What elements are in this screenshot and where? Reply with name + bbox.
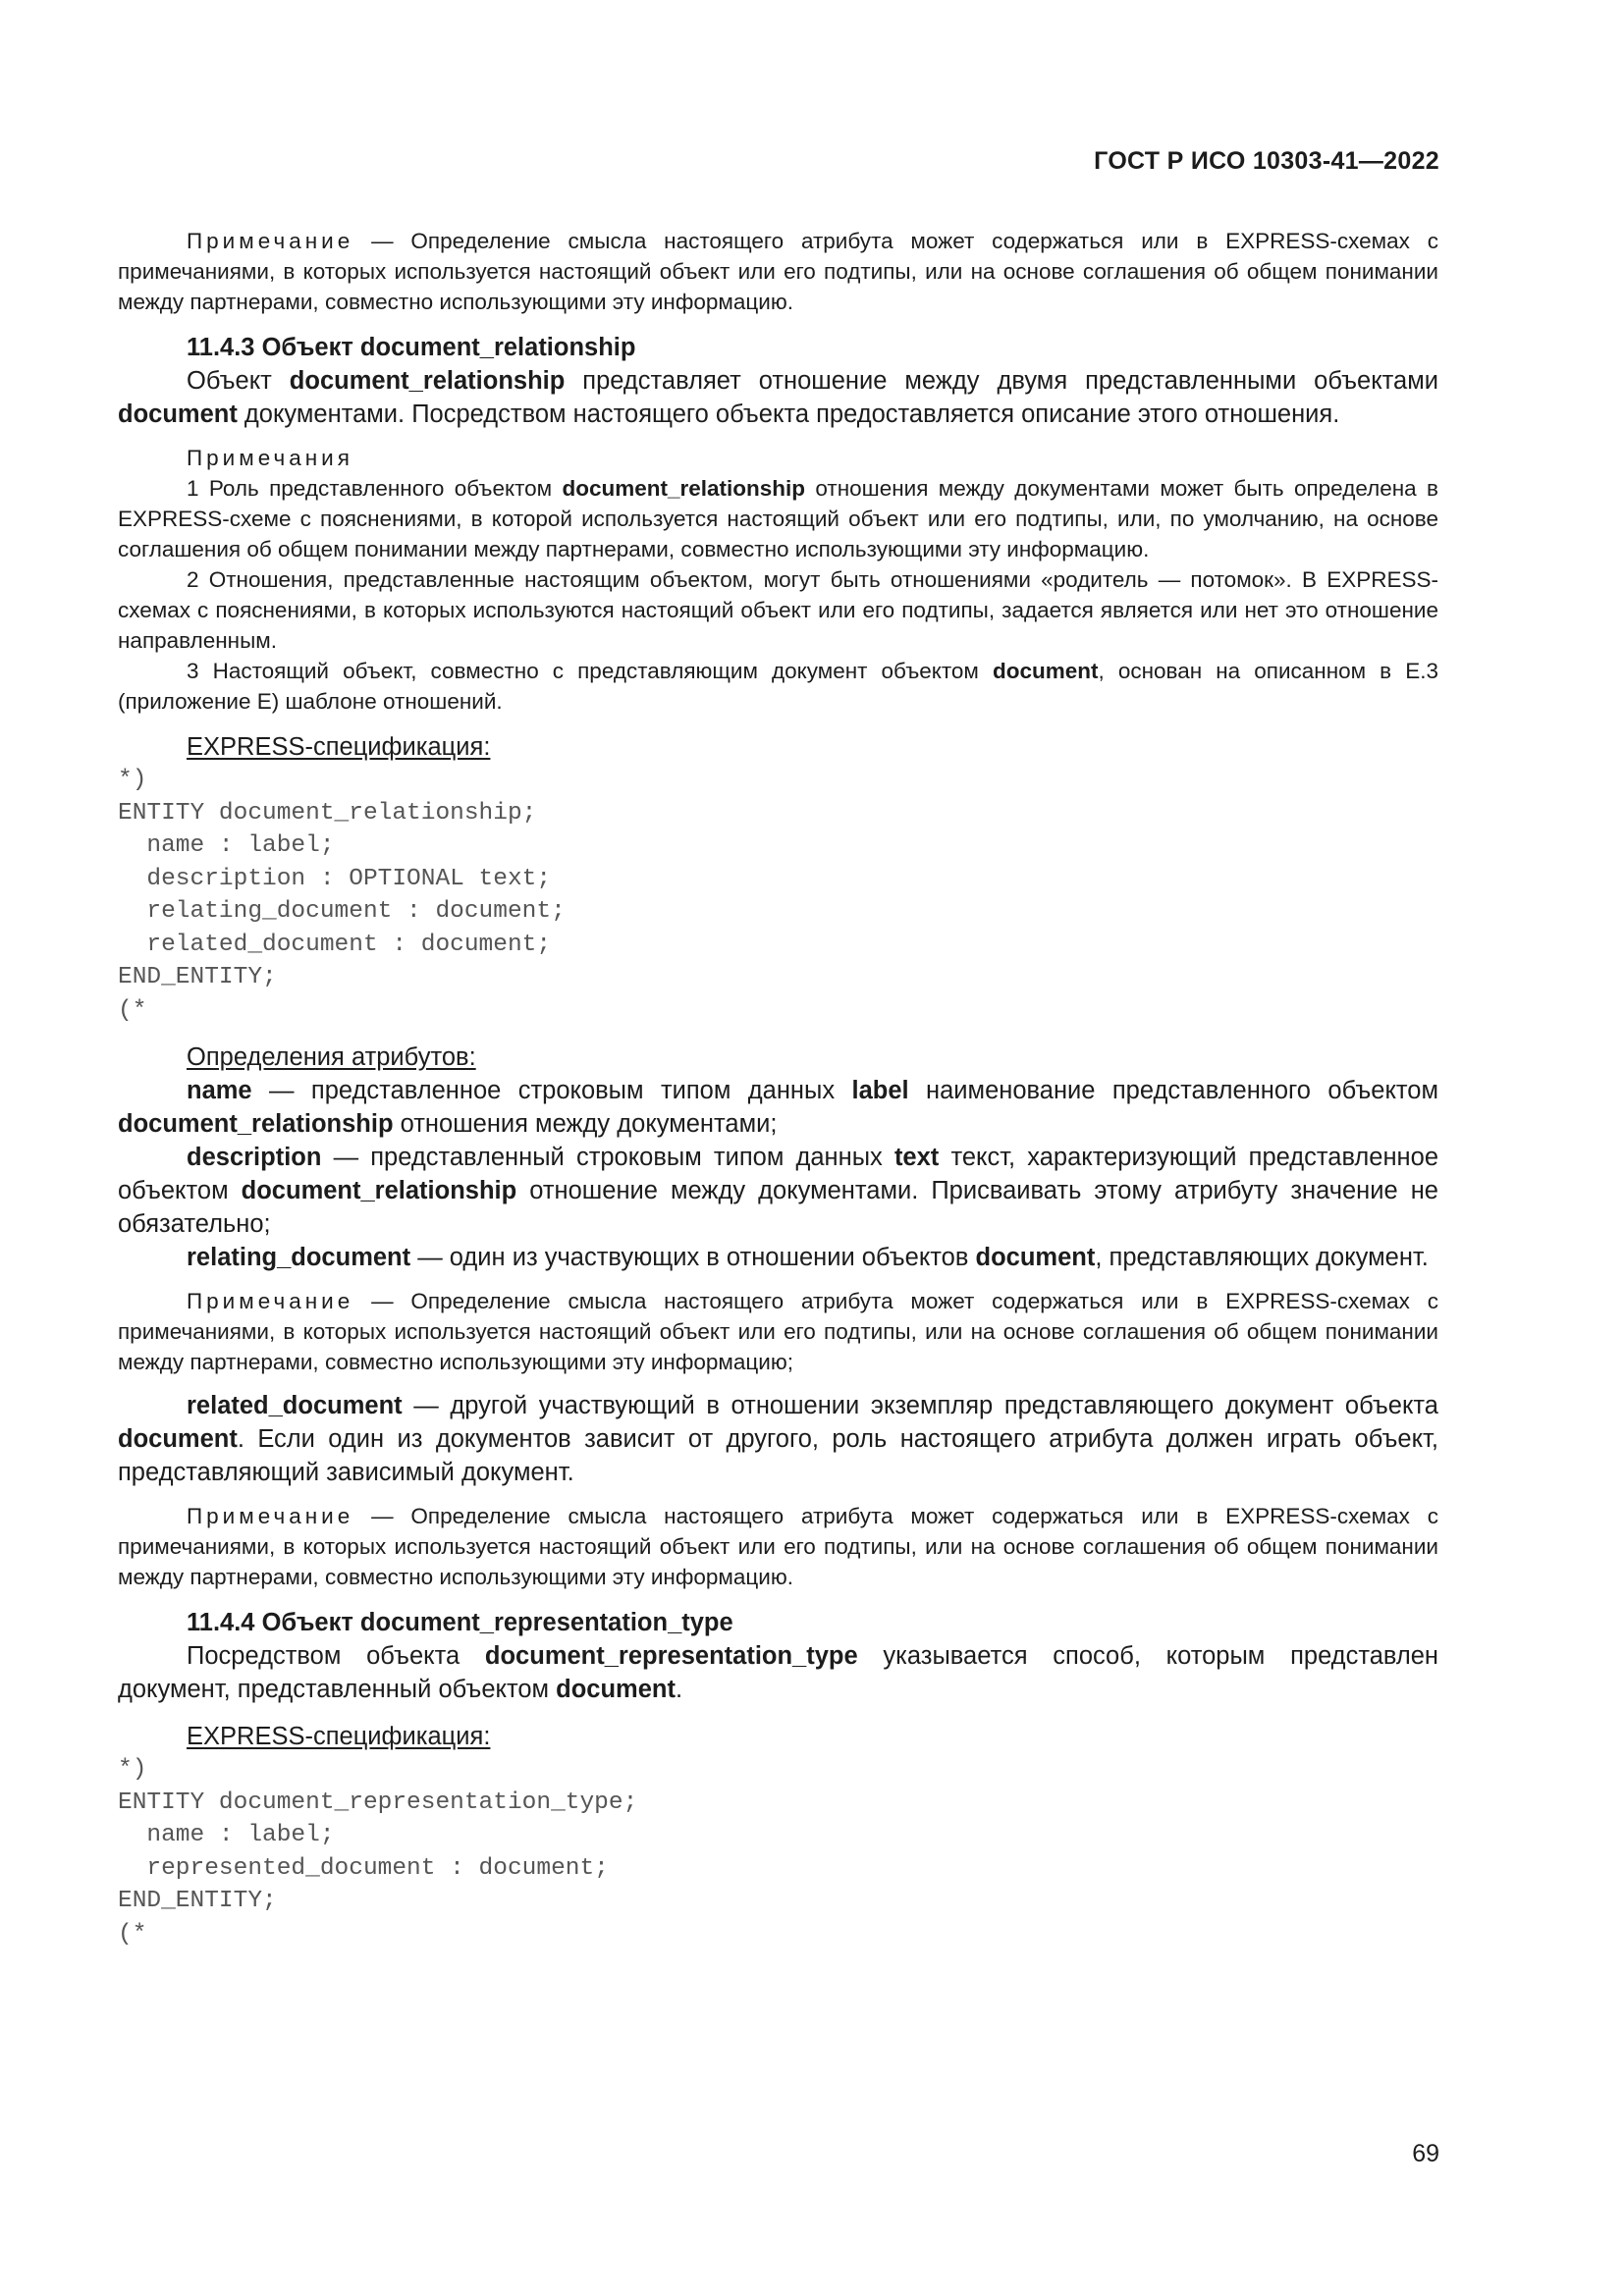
code-line: (*: [118, 996, 147, 1024]
code-line: represented_document : document;: [118, 1854, 609, 1882]
express-spec-label: EXPRESS-спецификация:: [187, 1723, 491, 1750]
code-line: END_ENTITY;: [118, 1888, 277, 1914]
section-heading-11-4-3: 11.4.3 Объект document_relationship: [187, 334, 636, 361]
attr-def-related-document: related_document — другой участвующий в отношении экземпляр представляющего документ объекта document. Если один из документов зависит от другого, роль настоящего атрибута должен играть объект, представляющий зависимый документ.: [118, 1392, 1438, 1486]
page-content: [118, 226, 1438, 1950]
code-line: description : OPTIONAL text;: [118, 865, 552, 892]
notes-title: Примечания: [187, 446, 353, 470]
code-line: *): [118, 1756, 147, 1783]
note-relating-document: Примечание — Определение смысла настоящего атрибута может содержаться или в EXPRESS-схемах с примечаниями, в которых используется настоящий объект или его подтипы, или на основе соглашения об общем понимании между партнерами, совместно использующими эту информацию;: [118, 1289, 1438, 1374]
note-2: 2 Отношения, представленные настоящим объектом, могут быть отношениями «родитель — потомок». В EXPRESS-схемах с пояснениями, в которых используются настоящий объект или его подтипы, задается является или нет это отношение направленным.: [118, 567, 1438, 653]
code-block-document-representation-type: [118, 1753, 1438, 1950]
note-top: Примечание — Определение смысла настоящего атрибута может содержаться или в EXPRESS-схемах с примечаниями, в которых используется настоящий объект или его подтипы, или на основе соглашения об общем понимании между партнерами, совместно использующими эту информацию.: [118, 229, 1438, 314]
note-word: Примечание: [187, 229, 354, 253]
section-intro-11-4-3: Объект document_relationship представляет отношение между двумя представленными объектами document документами. Посредством настоящего объекта предоставляется описание этого отношения.: [118, 367, 1438, 428]
page-number: 69: [1412, 2140, 1439, 2167]
code-block-document-relationship: [118, 764, 1438, 1027]
express-spec-label: EXPRESS-спецификация:: [187, 733, 491, 761]
code-line: related_document : document;: [118, 931, 552, 958]
attr-def-relating-document: relating_document — один из участвующих в отношении объектов document, представляющих документ.: [187, 1244, 1429, 1271]
section-intro-11-4-4: Посредством объекта document_representation_type указывается способ, которым представлен документ, представленный объектом document.: [118, 1642, 1438, 1703]
code-line: (*: [118, 1920, 147, 1948]
note-3: 3 Настоящий объект, совместно с представляющим документ объектом document, основан на описанном в Е.3 (приложение Е) шаблоне отношений.: [118, 659, 1438, 714]
code-line: *): [118, 767, 147, 793]
note-1: 1 Роль представленного объектом document_relationship отношения между документами может быть определена в EXPRESS-схеме с пояснениями, в которой используется настоящий объект или его подтипы, или, по умолчанию, на основе соглашения об общем понимании между партнерами, совместно использующими эту информацию.: [118, 476, 1438, 561]
code-line: name : label;: [118, 832, 335, 859]
section-heading-11-4-4: 11.4.4 Объект document_representation_type: [187, 1609, 733, 1636]
code-line: END_ENTITY;: [118, 964, 277, 990]
code-line: relating_document : document;: [118, 898, 566, 925]
page-header-doc-code: ГОСТ Р ИСО 10303-41—2022: [1094, 147, 1439, 175]
code-line: ENTITY document_representation_type;: [118, 1789, 638, 1816]
code-line: ENTITY document_relationship;: [118, 799, 537, 827]
attr-def-name: name — представленное строковым типом данных label наименование представленного объектом document_relationship отношения между документами;: [118, 1077, 1438, 1138]
note-related-document: Примечание — Определение смысла настоящего атрибута может содержаться или в EXPRESS-схемах с примечаниями, в которых используется настоящий объект или его подтипы, или на основе соглашения об общем понимании между партнерами, совместно использующими эту информацию.: [118, 1504, 1438, 1589]
attr-def-description: description — представленный строковым типом данных text текст, характеризующий представленное объектом document_relationship отношение между документами. Присваивать этому атрибуту значение не обязательно;: [118, 1144, 1438, 1238]
attr-definitions-label: Определения атрибутов:: [187, 1043, 476, 1071]
code-line: name : label;: [118, 1822, 335, 1848]
